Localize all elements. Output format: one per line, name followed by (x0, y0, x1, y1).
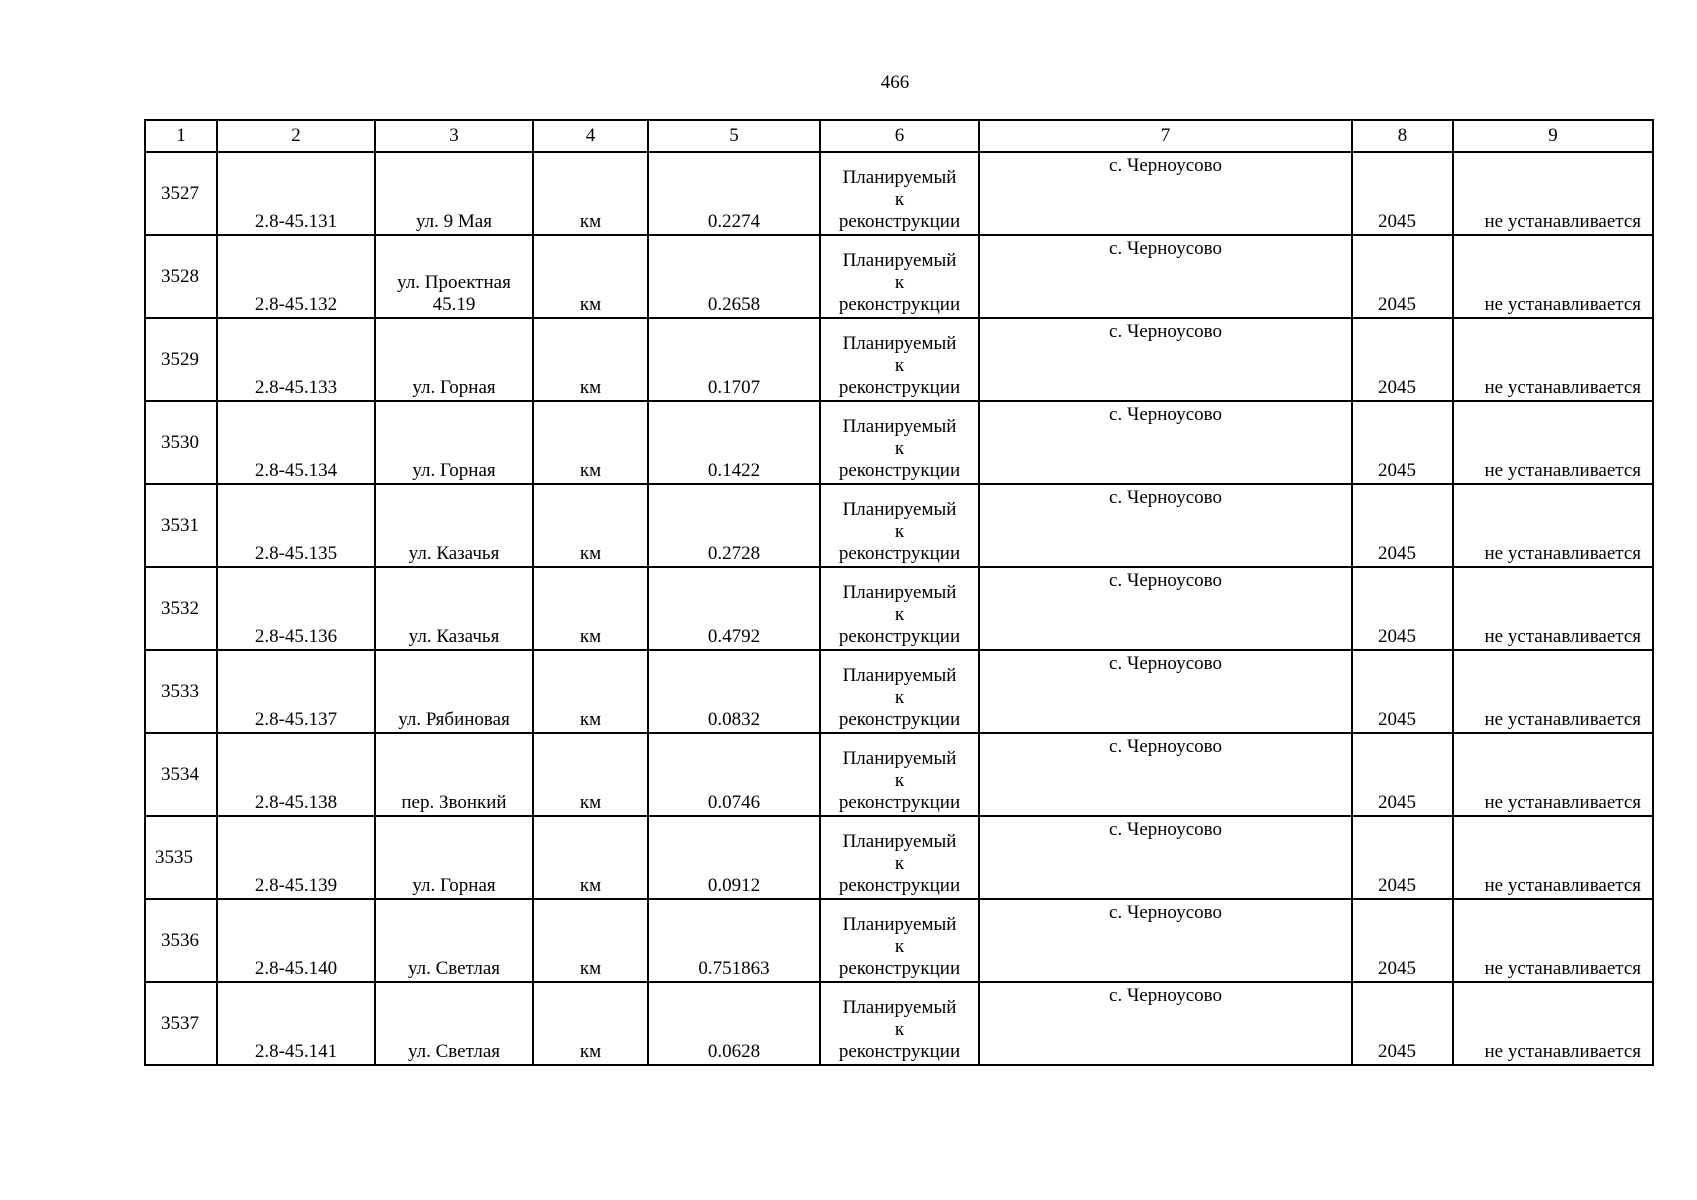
unit-cell: км (533, 982, 648, 1065)
status-line: к (894, 355, 905, 376)
year-cell: 2045 (1352, 733, 1453, 816)
status-cell (820, 733, 979, 816)
table-row (145, 982, 1653, 1065)
header-row (145, 120, 1653, 152)
status-line: реконструкции (838, 294, 961, 315)
column-header: 1 (145, 120, 217, 152)
row-number-cell: 3537 (145, 982, 217, 1065)
length-value-cell: 0.2728 (648, 484, 820, 567)
table-row (145, 567, 1653, 650)
status-line: реконструкции (838, 543, 961, 564)
year-cell: 2045 (1352, 650, 1453, 733)
status-line: Планируемый (842, 416, 957, 437)
status-line: Планируемый (842, 997, 957, 1018)
status-line: Планируемый (842, 499, 957, 520)
unit-cell: км (533, 816, 648, 899)
length-value-cell: 0.2658 (648, 235, 820, 318)
status-line: реконструкции (838, 460, 961, 481)
object-code-cell: 2.8-45.131 (217, 152, 375, 235)
table-row (145, 816, 1653, 899)
status-line: реконструкции (838, 792, 961, 813)
object-code-cell: 2.8-45.132 (217, 235, 375, 318)
status-cell (820, 484, 979, 567)
column-header: 7 (979, 120, 1352, 152)
status-cell (820, 235, 979, 318)
unit-cell: км (533, 733, 648, 816)
protection-zone-cell: не устанавливается (1453, 733, 1653, 816)
length-value-cell: 0.0746 (648, 733, 820, 816)
locality-cell: с. Черноусово (979, 650, 1352, 733)
column-header: 2 (217, 120, 375, 152)
object-code-cell: 2.8-45.138 (217, 733, 375, 816)
year-cell: 2045 (1352, 235, 1453, 318)
status-line: Планируемый (842, 250, 957, 271)
column-header: 5 (648, 120, 820, 152)
year-cell: 2045 (1352, 899, 1453, 982)
locality-cell: с. Черноусово (979, 318, 1352, 401)
status-line: реконструкции (838, 875, 961, 896)
street-name-line: ул. Горная (412, 460, 496, 481)
status-line: к (894, 1019, 905, 1040)
street-name-cell (375, 152, 533, 235)
status-cell (820, 152, 979, 235)
street-name-cell (375, 733, 533, 816)
street-name-line: ул. Проектная (397, 272, 511, 293)
status-line: к (894, 936, 905, 957)
street-name-cell (375, 899, 533, 982)
status-line: реконструкции (838, 709, 961, 730)
status-line: к (894, 438, 905, 459)
status-line: к (894, 521, 905, 542)
status-line: к (894, 687, 905, 708)
year-cell: 2045 (1352, 401, 1453, 484)
locality-cell: с. Черноусово (979, 899, 1352, 982)
length-value-cell: 0.0912 (648, 816, 820, 899)
column-header: 3 (375, 120, 533, 152)
row-number-cell: 3529 (145, 318, 217, 401)
locality-cell: с. Черноусово (979, 816, 1352, 899)
year-cell: 2045 (1352, 152, 1453, 235)
unit-cell: км (533, 484, 648, 567)
year-cell: 2045 (1352, 816, 1453, 899)
protection-zone-cell: не устанавливается (1453, 484, 1653, 567)
length-value-cell: 0.1707 (648, 318, 820, 401)
protection-zone-cell: не устанавливается (1453, 982, 1653, 1065)
street-name-line: 45.19 (432, 294, 476, 315)
unit-cell: км (533, 567, 648, 650)
status-cell (820, 567, 979, 650)
street-name-line: ул. Светлая (407, 1041, 501, 1062)
year-cell: 2045 (1352, 567, 1453, 650)
unit-cell: км (533, 650, 648, 733)
status-line: Планируемый (842, 665, 957, 686)
length-value-cell: 0.2274 (648, 152, 820, 235)
locality-cell: с. Черноусово (979, 152, 1352, 235)
status-line: к (894, 189, 905, 210)
protection-zone-cell: не устанавливается (1453, 152, 1653, 235)
street-name-cell (375, 982, 533, 1065)
column-header: 8 (1352, 120, 1453, 152)
protection-zone-cell: не устанавливается (1453, 899, 1653, 982)
status-line: Планируемый (842, 167, 957, 188)
street-name-cell (375, 567, 533, 650)
street-name-cell (375, 484, 533, 567)
street-name-line: ул. Рябиновая (398, 709, 510, 730)
object-code-cell: 2.8-45.140 (217, 899, 375, 982)
length-value-cell: 0.0832 (648, 650, 820, 733)
row-number-cell: 3535 (145, 816, 217, 899)
unit-cell: км (533, 152, 648, 235)
row-number-cell: 3531 (145, 484, 217, 567)
status-cell (820, 816, 979, 899)
protection-zone-cell: не устанавливается (1453, 401, 1653, 484)
table-row (145, 899, 1653, 982)
length-value-cell: 0.0628 (648, 982, 820, 1065)
status-line: реконструкции (838, 211, 961, 232)
status-line: Планируемый (842, 582, 957, 603)
table-row (145, 318, 1653, 401)
street-name-line: ул. 9 Мая (416, 211, 492, 232)
locality-cell: с. Черноусово (979, 484, 1352, 567)
object-code-cell: 2.8-45.134 (217, 401, 375, 484)
object-code-cell: 2.8-45.133 (217, 318, 375, 401)
status-line: к (894, 604, 905, 625)
status-cell (820, 318, 979, 401)
table-row (145, 650, 1653, 733)
table-row (145, 733, 1653, 816)
unit-cell: км (533, 899, 648, 982)
page-number: 466 (880, 72, 910, 93)
street-name-line: ул. Горная (412, 377, 496, 398)
status-line: реконструкции (838, 377, 961, 398)
year-cell: 2045 (1352, 318, 1453, 401)
unit-cell: км (533, 235, 648, 318)
status-line: Планируемый (842, 333, 957, 354)
protection-zone-cell: не устанавливается (1453, 318, 1653, 401)
row-number-cell: 3534 (145, 733, 217, 816)
protection-zone-cell: не устанавливается (1453, 816, 1653, 899)
locality-cell: с. Черноусово (979, 401, 1352, 484)
column-header: 6 (820, 120, 979, 152)
street-name-cell (375, 650, 533, 733)
street-name-line: ул. Светлая (407, 958, 501, 979)
status-cell (820, 982, 979, 1065)
column-header: 9 (1453, 120, 1653, 152)
unit-cell: км (533, 318, 648, 401)
street-name-cell (375, 816, 533, 899)
year-cell: 2045 (1352, 982, 1453, 1065)
length-value-cell: 0.4792 (648, 567, 820, 650)
locality-cell: с. Черноусово (979, 982, 1352, 1065)
status-cell (820, 899, 979, 982)
status-line: Планируемый (842, 748, 957, 769)
table-row (145, 152, 1653, 235)
year-cell: 2045 (1352, 484, 1453, 567)
locality-cell: с. Черноусово (979, 567, 1352, 650)
table-row (145, 484, 1653, 567)
status-cell (820, 401, 979, 484)
object-code-cell: 2.8-45.137 (217, 650, 375, 733)
street-name-cell (375, 401, 533, 484)
table-row (145, 401, 1653, 484)
street-name-line: ул. Казачья (408, 543, 500, 564)
row-number-cell: 3533 (145, 650, 217, 733)
locality-cell: с. Черноусово (979, 235, 1352, 318)
row-number-cell: 3527 (145, 152, 217, 235)
status-line: к (894, 272, 905, 293)
object-code-cell: 2.8-45.135 (217, 484, 375, 567)
status-line: Планируемый (842, 831, 957, 852)
row-number-cell: 3536 (145, 899, 217, 982)
status-line: Планируемый (842, 914, 957, 935)
status-cell (820, 650, 979, 733)
row-number-cell: 3530 (145, 401, 217, 484)
protection-zone-cell: не устанавливается (1453, 235, 1653, 318)
unit-cell: км (533, 401, 648, 484)
length-value-cell: 0.751863 (648, 899, 820, 982)
length-value-cell: 0.1422 (648, 401, 820, 484)
street-name-line: ул. Горная (412, 875, 496, 896)
status-line: реконструкции (838, 626, 961, 647)
street-name-line: пер. Звонкий (401, 792, 507, 813)
object-code-cell: 2.8-45.141 (217, 982, 375, 1065)
locality-cell: с. Черноусово (979, 733, 1352, 816)
street-name-cell (375, 318, 533, 401)
protection-zone-cell: не устанавливается (1453, 567, 1653, 650)
status-line: к (894, 853, 905, 874)
street-name-line: ул. Казачья (408, 626, 500, 647)
column-header: 4 (533, 120, 648, 152)
row-number-cell: 3528 (145, 235, 217, 318)
status-line: к (894, 770, 905, 791)
status-line: реконструкции (838, 1041, 961, 1062)
row-number-cell: 3532 (145, 567, 217, 650)
object-code-cell: 2.8-45.136 (217, 567, 375, 650)
object-code-cell: 2.8-45.139 (217, 816, 375, 899)
street-name-cell (375, 235, 533, 318)
protection-zone-cell: не устанавливается (1453, 650, 1653, 733)
status-line: реконструкции (838, 958, 961, 979)
data-table (144, 119, 1654, 1066)
table-row (145, 235, 1653, 318)
